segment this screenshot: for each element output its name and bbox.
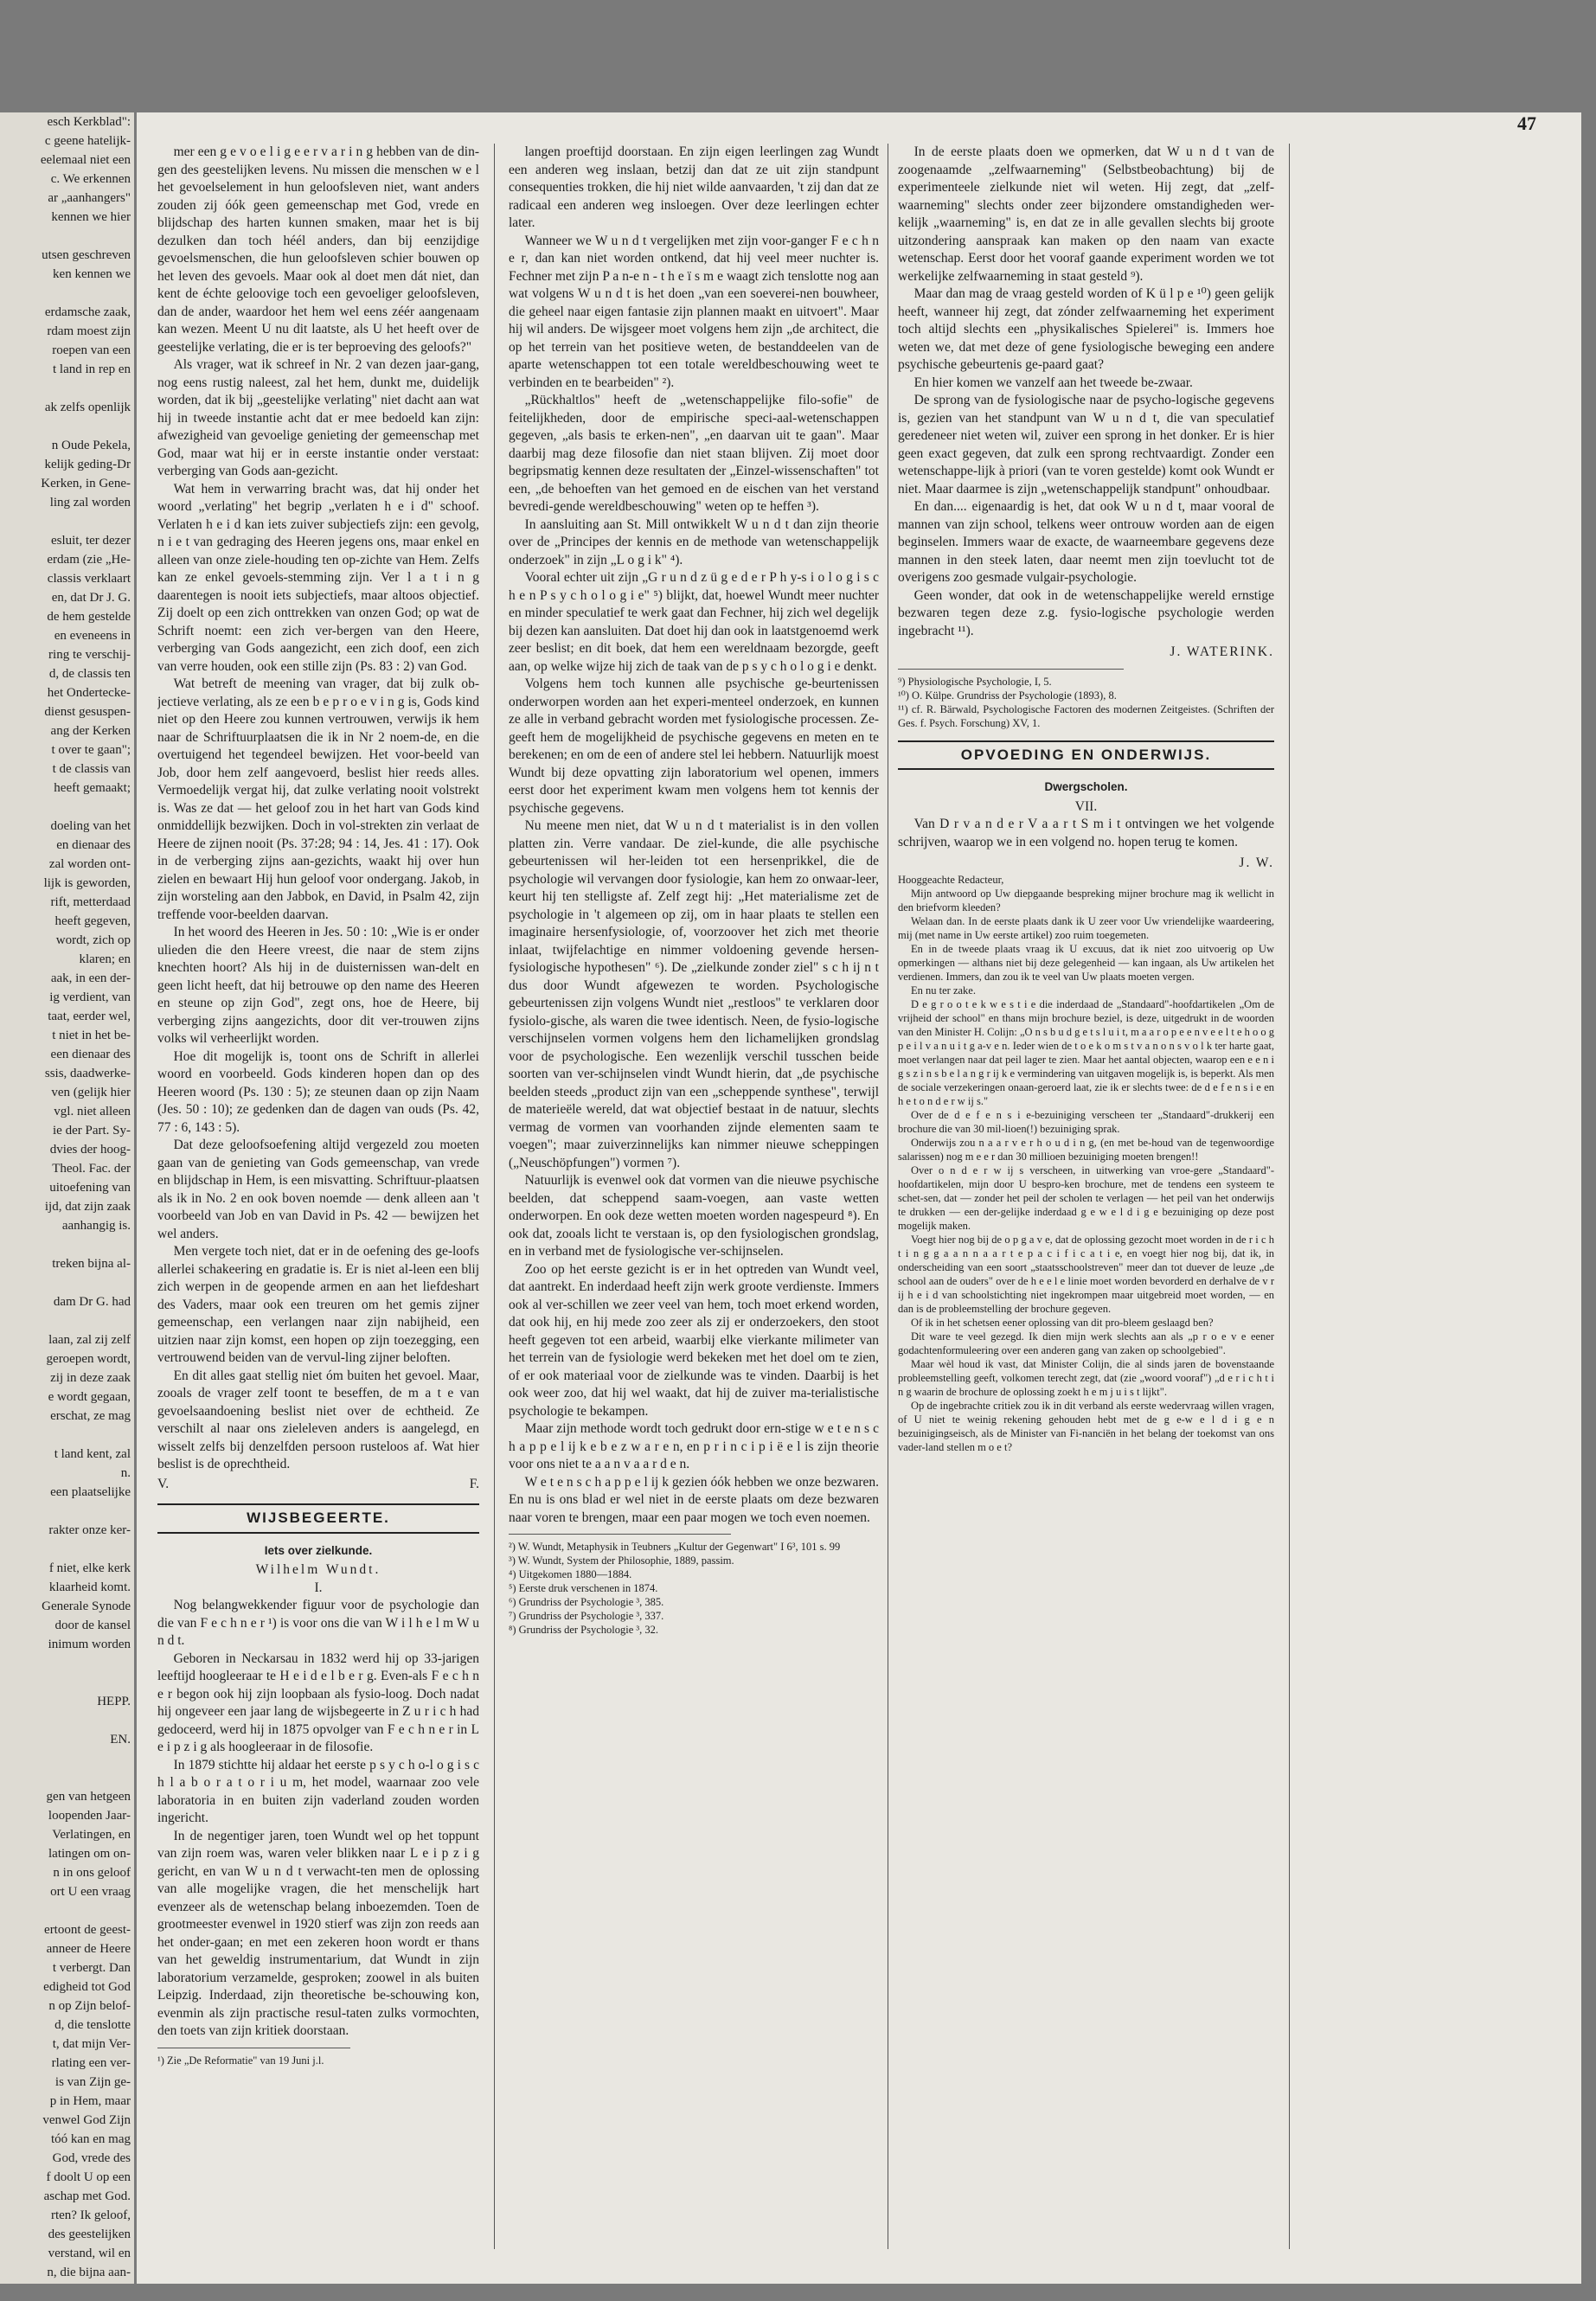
- previous-page-line: de hem gestelde: [47, 610, 131, 624]
- previous-page-line: kelijk geding-Dr: [44, 458, 131, 471]
- previous-page-line: Verlatingen, en: [52, 1828, 131, 1842]
- footnote: ⁶) Grundriss der Psychologie ³, 385.: [509, 1596, 664, 1608]
- previous-page-line: en, dat Dr J. G.: [51, 591, 131, 605]
- paragraph: Zoo op het eerste gezicht is er in het optreden van Wundt veel, dat aantrekt. En inderdaad heeft zijn werk groote verdienste. Immers ook al ver-schillen we zeer veel van hem, toch moet erkend worden, dat ook hij, en hij mede zoo zeer als zij er onderzoekers, den stoot heeft gegeven tot een arbeid, waarbij elke vierkante milimeter van het terrein van de fysiologie werd bekeken met het doel om te zien, of er ook materiaal voor de zielkunde was te vinden. Daarbij is het ook weer zoo, dat hij wel waakt, dat hij de zuiver ma-terialistische psychologie te bekampen.: [509, 1261, 879, 1419]
- footnote: ²) W. Wundt, Metaphysik in Teubners „Kultur der Gegenwart" I 6³, 101 s. 99: [509, 1541, 841, 1553]
- page-number: 47: [1517, 112, 1536, 134]
- previous-page-line: door de kansel: [54, 1618, 131, 1632]
- footnote: ⁷) Grundriss der Psychologie ³, 337.: [509, 1610, 664, 1622]
- article-author: Wilhelm Wundt.: [255, 1562, 381, 1577]
- letter-salutation: Hooggeachte Redacteur,: [898, 873, 1004, 886]
- previous-page-line: [0, 379, 134, 398]
- paragraph: Vooral echter uit zijn „G r u n d z ü g e d e r P h y-s i o l o g i s c h e n P s y c h o l o g i e" ⁵) blijkt, dat, hoewel Wundt meer nuchter en minder speculatief te werk gaat dan Fechner, hij zich wel degelijk bij dezen kan aansluiten. Dat doet hij dan ook in laatstgenoemd werk zeer beslist; en dit boek, dat hem een wereldnaam bezorgde, geeft aan, op welke wijze hij zich de taak van de p s y c h o l o g i e denkt.: [509, 570, 879, 674]
- previous-page-line: ig verdient, van: [49, 990, 131, 1004]
- column-rule: [1289, 144, 1290, 2249]
- previous-page-line: het Ondertecke-: [47, 686, 131, 700]
- previous-page-line: [0, 1749, 134, 1768]
- previous-page-line: esch Kerkblad":: [47, 115, 131, 129]
- previous-page-line: [0, 1426, 134, 1445]
- paragraph: Nog belangwekkender figuur voor de psychologie dan die van F e c h n e r ¹) is voor ons die van W i l h e l m W u n d t.: [157, 1598, 479, 1648]
- signature-row: [157, 1476, 479, 1494]
- article-part-number: VII.: [1074, 798, 1098, 814]
- paragraph: W e t e n s c h a p p e l ij k gezien óók hebben we onze bezwaren. En nu is ons blad er wel niet in de eerste plaats om deze bezwaren naar voren te brengen, maar een paar mogen we toch even noemen.: [509, 1474, 879, 1525]
- previous-page-line: t de classis van: [52, 762, 131, 776]
- editor-intro-signature: J. W.: [1239, 856, 1274, 870]
- previous-page-line: [0, 1654, 134, 1673]
- previous-page-line: n.: [120, 1466, 131, 1480]
- paragraph: Wat hem in verwarring bracht was, dat hij onder het woord „verlating" het begrip „verlaten h e i d" schoof. Verlaten h e i d kan iets zuiver subjectiefs zijn: een gevolg, n i e t van gedraging des Heeren jegens ons, maar enkel en alleen van onze ziele-houding ten op-zichte van Hem. Zelfs kan ze enkel gevoels-stemming zijn. Ver l a t i n g daarentegen is nooit iets subjectiefs, maar altoos objectief. Zij doelt op een zich onttrekken van onzen God; op wat de Schrift noemt: een zich ver-bergen van den Heere, verberging van Gods aangezicht, een zich doof, een zich van verre houden, ook een stille zijn (Ps. 83 : 2) van God.: [157, 481, 479, 674]
- previous-page-line: [0, 417, 134, 436]
- paragraph: En hier komen we vanzelf aan het tweede be-zwaar.: [913, 375, 1193, 390]
- previous-page-line: aak, in een der-: [50, 971, 131, 985]
- previous-page-line: t land in rep en: [53, 362, 131, 376]
- previous-page-line: t verbergt. Dan: [52, 1961, 131, 1975]
- previous-page-line: gen van hetgeen: [46, 1790, 131, 1804]
- previous-page-line: taat, eerder wel,: [48, 1009, 131, 1023]
- paragraph: Dit ware te veel gezegd. Ik dien mijn werk slechts aan als „p r o e v e eener godachtenformuleering over een anderen gang van zaken op schoolgebied".: [898, 1330, 1274, 1356]
- paragraph: En dit alles gaat stellig niet óm buiten het gevoel. Maar, zooals de vrager zelf toont te beseffen, de m a t e van gevoelsaandoening beslist niet over de echtheid. Ze verschilt al naar ons zieleleven anders is aangelegd, en wisselt zelfs bij denzelfden persoon rusteloos af. Wat hier beslist is de oprechtheid.: [157, 1368, 479, 1471]
- editor-intro: Van D r v a n d e r V a a r t S m i t ontvingen we het volgende schrijven, waarop we in een volgend no. hopen terug te komen.: [898, 817, 1274, 849]
- previous-page-line: t land kent, zal: [54, 1447, 131, 1461]
- footnote: ¹) Zie „De Reformatie" van 19 Juni j.l.: [157, 2054, 324, 2067]
- previous-page-line: aanhangig is.: [61, 1219, 131, 1233]
- previous-page-line: wordt, zich op: [55, 933, 131, 947]
- previous-page-line: ie der Part. Sy-: [53, 1124, 131, 1138]
- previous-page-line: [0, 1673, 134, 1692]
- previous-page-line: en dienaar des: [56, 838, 131, 852]
- previous-page-line: ijd, dat zijn zaak: [44, 1200, 131, 1214]
- footnote: ⁸) Grundriss der Psychologie ³, 32.: [509, 1624, 659, 1636]
- previous-page-line: c. We erkennen: [50, 172, 131, 186]
- previous-page-line: erschat, ze mag: [50, 1409, 131, 1423]
- previous-page-line: uitoefening van: [49, 1181, 131, 1195]
- paragraph: Men vergete toch niet, dat er in de oefening des ge-loofs allerlei schakeering en gradatie is. Er is niet al-leen een blij zich werpen in de geopende armen en aan het liefdeshart des Vaders, maar ook een treuren om het gemis zijner gemeenschap, een verlangen naar zijn nabijheid, een uitzien naar zijn komst, een hopen op zijn toezegging, een vertrouwend beiden van de vervul-ling zijner beloften.: [157, 1244, 479, 1365]
- previous-page-line: EN.: [110, 1733, 131, 1747]
- article-part-number: I.: [314, 1580, 323, 1595]
- paragraph: Of ik in het schetsen eener oplossing van dit pro-bleem geslaagd ben?: [911, 1316, 1214, 1329]
- previous-page-line: [0, 1273, 134, 1292]
- previous-page-line: edigheid tot God: [43, 1980, 131, 1994]
- paragraph: Wat betreft de meening van vrager, dat bij zulk ob-jectieve verlating, als ze een b e p r o e v i n g is, Gods kind niet op den Heere zou kunnen vertrouwen, verwijs ik hem naar de Schriftuurplaatsen die ik in Nr 2 noem-de, en die overtuigend het tegendeel bewijzen. Het voor-beeld van Job, door hem zelf aangevoerd, beslist hier reeds alles. Vermoedelijk vergat hij, dat zulke verlating nooit volstrekt is. Was ze dat — het geloof zou in het hart van Gods kind onmiddellijk bezwijken. Doch in vol-strekten zin verlaat de Heere de zijnen nooit (Ps. 37:28; 94 : 14, Jes. 41 : 17). Ook in de verberging zijns aan-gezichts, waakt hij over hun zielen en bewaart Hij hun geloof voor ondergang. Jakob, in zijn worsteling aan den Jabbok, en David, in Psalm 42, zijn treffende voor-beelden daarvan.: [157, 676, 479, 922]
- previous-page-line: p in Hem, maar: [49, 2094, 131, 2108]
- previous-page-line: [0, 1311, 134, 1330]
- footnote: ¹¹) cf. R. Bärwald, Psychologische Factoren des modernen Zeitgeistes. (Schriften der Ges. f. Psych. Forschung) XV, 1.: [898, 702, 1274, 729]
- previous-page-line: eelemaal niet een: [40, 153, 131, 167]
- previous-page-line: klaarheid komt.: [48, 1580, 131, 1594]
- paragraph: En nu ter zake.: [911, 984, 976, 997]
- paragraph: Hoe dit mogelijk is, toont ons de Schrift in allerlei woord en voorbeeld. Gods kinderen hopen dan op des Heeren woord (Ps. 130 : 5); ze steunen daan op zijn Naam (Jes. 50 : 10); ze gedenken dan de dagen van ouds (Ps. 42, 77 : 6, 143 : 5).: [157, 1048, 479, 1135]
- previous-page-line: rift, metterdaad: [50, 895, 131, 909]
- section-heading-wijsbegeerte: WIJSBEGEERTE.: [157, 1503, 479, 1534]
- previous-page-line: rdam moest zijn: [47, 324, 131, 338]
- previous-page-line: [0, 1768, 134, 1787]
- previous-page-line: [0, 512, 134, 531]
- paragraph: En in de tweede plaats vraag ik U excuus, dat ik niet zoo uitvoerig op Uw opmerkingen — althans niet bij deze gelegenheid — kan ingaan, als Uw artikelen het verdienen. Immers, dan zou ik te veel van Uw plaats moeten vergen.: [898, 942, 1274, 983]
- previous-page-line: [0, 1711, 134, 1730]
- paragraph: Onderwijs zou n a a r v e r h o u d i n g, (en met be-houd van de tegenwoordige salarissen) nog m e e r dan 30 millioen bezuiniging moeten brengen!!: [898, 1136, 1274, 1163]
- previous-page-line: [0, 284, 134, 303]
- previous-page-line: f doolt U op een: [46, 2170, 131, 2184]
- newspaper-page: [137, 112, 1581, 2284]
- previous-page-line: rakter onze ker-: [48, 1523, 131, 1537]
- paragraph: Welaan dan. In de eerste plaats dank ik U zeer voor Uw vriendelijke waardeering, mij (met name in Uw eerste artikel) zoo ruim toegemeten.: [898, 914, 1274, 941]
- footnote-rule: [898, 669, 1124, 670]
- previous-page-line: geroepen wordt,: [46, 1352, 131, 1366]
- previous-page-line: heeft gemaakt;: [54, 781, 131, 795]
- previous-page-line: c geene hatelijk-: [44, 134, 131, 148]
- previous-page-line: [0, 798, 134, 817]
- previous-page-line: esluit, ter dezer: [50, 534, 131, 548]
- paragraph: De sprong van de fysiologische naar de psycho-logische gegevens is, gezien van het standpunt van W u n d t, die van speculatief geredeneer niet weten wil, zuiver een sprong in het donker. Er is hier geen exact gegeven, dat zulk een sprong rechtvaardigt. Zonder een wetenschappe-lijk à priori (van te voren gestelde) komt ook Wundt er niet. Maar daarmee is zijn „wetenschappelijk standpunt" onhoudbaar.: [898, 393, 1274, 497]
- previous-page-line: t, dat mijn Ver-: [52, 2037, 131, 2051]
- previous-page-line: erdam (zie „He-: [47, 553, 131, 567]
- paragraph: Over de d e f e n s i e-bezuiniging verscheen ter „Standaard"-drukkerij een brochure die van 30 mil-lioen(!) bezuiniging sprak.: [898, 1108, 1274, 1135]
- paragraph: Geen wonder, dat ook in de wetenschappelijke wereld ernstige bezwaren tegen deze z.g. fysio-logische psychologie werden ingebracht ¹¹).: [898, 587, 1274, 638]
- previous-page-line: HEPP.: [97, 1695, 131, 1708]
- column-2: [509, 144, 879, 2249]
- previous-page-line: ven (gelijk hier: [51, 1086, 131, 1099]
- previous-page-line: heeft gegeven,: [54, 914, 131, 928]
- previous-page-line: zij in deze zaak: [50, 1371, 131, 1385]
- paragraph: D e g r o o t e k w e s t i e die inderdaad de „Standaard"-hoofdartikelen „Om de vrijheid der school" en thans mijn brochure beziel, is deze, uitgedrukt in de woorden van den Minister H. Colijn: „O n s b u d g e t s l u i t, m a a r o p e e n v e e l t e h o o g p e i l v a n u i t g a-v e n. Ieder wien de t o e k o m s t v a n o n s v o l k ter harte gaat, moet verlangen naar dat peil lager te zien. Maar het aantal objecten, waarop een e e n i g s z i n s b e l a n g r ij k e vermindering van uitgaven mogelijk is, is beperkt. Als men de sociale verzekeringen onaan-geroerd laat, zie ik er slechts twee: de d e f e n s i e en h e t o n d e r w ij s.": [898, 997, 1274, 1107]
- paragraph: In het woord des Heeren in Jes. 50 : 10: „Wie is er onder ulieden die den Heere vreest, die naar de stem zijns knechten hoort? Als hij in de duisternissen wan-delt en geen licht heeft, dat hij betrouwe op den name des Heeren en steune op zijn God", zegt ons, hoe de Heere, bij verberging zijns aangezichts, door dit ver-trouwen zijns volks wil verheerlijkt worden.: [157, 925, 479, 1046]
- previous-page-line: rlating een ver-: [51, 2056, 131, 2070]
- paragraph: mer een g e v o e l i g e e r v a r i n g hebben van de din-gen des geestelijken levens. Nu missen die menschen w e l het gevoelselement in hun geloofsleven niet, want anders zouden zij óók geen gemeenschap met God, vrede en blijdschap des harten kunnen smaken, maar het is bij dezulken dan toch héél anders, dan bij eenzijdige gevoelsmenschen, die hun geloofsleven schier bouwen op het leven des gevoels. Maar ook al doet men dát niet, dan kent de échte geloovige toch een gevoeliger geloofsleven, dan de ander, waardoor het hem wel eens zéér aangenaam kan wezen. Meent U nu dit laatste, als U het heeft over de geestelijke verlating, die er is ter beproeving des geloofs?": [157, 144, 479, 355]
- paragraph: In 1879 stichtte hij aldaar het eerste p s y c h o-l o g i s c h l a b o r a t o r i u m, het model, waarnaar zoo vele laboratoria in en buiten zijn vaderland zouden worden ingericht.: [157, 1757, 479, 1825]
- paragraph: En dan.... eigenaardig is het, dat ook W u n d t, maar vooral de mannen van zijn school, telkens weer ontrouw worden aan de eigen beginselen. Immers waar de exacte, de waarneembare gegevens deze mannen in den steek laten, daar neemt men zijn toevlucht tot de overigens zoo gesmade vulgair-psychologie.: [898, 499, 1274, 585]
- previous-page-line: anneer de Heere: [46, 1942, 131, 1956]
- previous-page-line: kennen we hier: [51, 210, 131, 224]
- previous-page-line: Generale Synode: [42, 1599, 131, 1613]
- paragraph: Als vrager, wat ik schreef in Nr. 2 van dezen jaar-gang, nog eens rustig naleest, zal het hem, dunkt me, duidelijk worden, dat ik bij „geestelijke verlating" niet dacht aan wat hij in tweede instantie acht dat er mee bedoeld kan zijn: afwezigheid van gevoelige genieting der gemeenschap met God, maar wat hij er in eerste instantie onder verstaat: verberging van Gods aan-gezicht.: [157, 357, 479, 478]
- paragraph: In aansluiting aan St. Mill ontwikkelt W u n d t dan zijn theorie over de „Principes der kennis en de methode van wetenschappelijk onderzoek" in zijn „L o g i k" ⁴).: [509, 516, 879, 567]
- previous-page-line: [0, 1540, 134, 1559]
- previous-page-line: dam Dr G. had: [53, 1295, 131, 1309]
- footnote: ³) W. Wundt, System der Philosophie, 1889, passim.: [509, 1554, 734, 1567]
- previous-page-line: is van Zijn ge-: [54, 2075, 131, 2089]
- paragraph: Over o n d e r w ij s verscheen, in uitwerking van vroe-gere „Standaard"-hoofdartikelen, mijn door U bespro-ken brochure, met de tendens een systeem te schet-sen, dat — zonder het peil der scholen te verlagen — het peil van het onderwijs te drukken — een der-gelijke inderdaad g e w e l d i g e bezuiniging op deze post mogelijk maken.: [898, 1163, 1274, 1232]
- footnote: ⁵) Eerste druk verschenen in 1874.: [509, 1582, 658, 1594]
- previous-page-line: utsen geschreven: [42, 248, 131, 262]
- previous-page-line: ssis, daadwerke-: [44, 1067, 131, 1080]
- previous-page-line: treken bijna al-: [52, 1257, 131, 1271]
- paragraph: Volgens hem toch kunnen alle psychische ge-beurtenissen onderworpen worden aan het experi-menteel onderzoek, en kunnen ze alle in verband gebracht worden met fysiologische processen. Ze-geeft hem de mogelijkheid de psychische gegevens en meten en te berekenen; en om de een of andere stel lei hebbern. Natuurlijk moest Wundt bij deze opvatting zijn laboratorium wel openen, immers eerst door het experiment kwam men volgens hem tot kennis der psychische gegevens.: [509, 676, 879, 816]
- previous-page-line: des geestelijken: [48, 2227, 131, 2241]
- footnote: ¹⁰) O. Külpe. Grundriss der Psychologie (1893), 8.: [898, 689, 1117, 702]
- previous-page-line: d, die tenslotte: [54, 2018, 131, 2032]
- previous-page-line: aschap met God.: [43, 2189, 131, 2203]
- previous-page-line: lijk is geworden,: [43, 876, 131, 890]
- previous-page-line: loopenden Jaar-: [48, 1809, 131, 1823]
- paragraph: Dat deze geloofsoefening altijd vergezeld zou moeten gaan van de genieting van Gods gemeenschap, van vrede en blijdschap in Hem, is een misvatting. Schriftuur-plaatsen als ik in No. 2 en ook boven noemde — denk alleen aan 't voorbeeld van Job en van David in Ps. 42 — bewijzen het wel anders.: [157, 1138, 479, 1241]
- paragraph: Nu meene men niet, dat W u n d t materialist is in den vollen platten zin. Verre vandaar. De ziel-kunde, die alle psychische gebeurtenissen wil her-leiden tot een hersenprikkel, die de psychologie wil vervangen door fysiologie, kan hem zo onwaar-leer, keurt hij ten stelligste af. Zelf zegt hij: „Het materialisme zet de psychologie in 't algemeen op zij, om in haar plaats te stellen een imaginaire hersenfysiologie, of, voorzoover het zich met theorie inlaat, twijfelachtige en nimmer voldoening gevende hersen-fysiologische hypothesen" ⁶). De „zielkunde zonder ziel" s c h ij n t dus door Wundt afgewezen te worden. Psychologische gebeurtenissen zijn volgens Wundt niet „restloos" te verklaren door fysiolo-gische, als waren die twee identisch. Neen, de fysio-logische verschijnselen vormen volgens hem den lichamelijken grondslag voor de psychologische. Een wezenlijk verschil tusschen beide soorten van ver-schijnselen vindt Wundt hierin, dat „de psychische beelden steeds „product zijn van een „scheppende synthese", terwijl de materieële wereld, dat wat objectief bestaat in de natuur, slechts vermag de vormen van voorhanden zijnde elementen saam te voegen"; maar zuiverzinnelijks kan nimmer nieuwe scheppingen („Neuschöpfungen") vormen ⁷).: [509, 818, 879, 1170]
- previous-page-line: ak zelfs openlijk: [44, 401, 131, 414]
- paragraph: Geboren in Neckarsau in 1832 werd hij op 33-jarigen leeftijd hoogleeraar te H e i d e l b e r g. Even-als F e c h n e r begon ook hij zijn loopbaan als fysio-loog. Doch nadat hij ongeveer een jaar lang de wijsbegeerte in Z u r i c h had gedoceerd, werd hij in 1875 opvolger van F e c h n e r in L e i p z i g als hoogleeraar in de filosofie.: [157, 1650, 479, 1754]
- paragraph: langen proeftijd doorstaan. En zijn eigen leerlingen zag Wundt een anderen weg inslaan, betzij dan dat ze uit zijn standpunt consequenties trokken, die hij niet wilde aanvaarden, 't zij dan dat ze radicaal een anderen weg insloegen. Over deze leerlingen echter later.: [509, 144, 879, 230]
- paragraph: Mijn antwoord op Uw diepgaande bespreking mijner brochure mag ik wellicht in den briefvorm kleeden?: [898, 887, 1274, 913]
- previous-page-line: d, de classis ten: [48, 667, 131, 681]
- previous-page-line: rten? Ik geloof,: [50, 2208, 131, 2222]
- previous-page-line: God, vrede des: [52, 2151, 131, 2165]
- paragraph: Op de ingebrachte critiek zou ik in dit verband als eerste wedervraag willen vragen, of U niet te weinig rekening gehouden hebt met de g e-w e l d i g e n bezuinigingseisch, als de Minister van Fi-nanciën in het belang der toekomst van ons vader-land stellen m o e t?: [898, 1399, 1274, 1453]
- previous-page-line: [0, 227, 134, 246]
- paragraph: Maar zijn methode wordt toch gedrukt door ern-stige w e t e n s c h a p p e l ij k e b e z w a r e n, en p r i n c i p i ë e l is zijn theorie voor ons niet te a a n v a a r d e n.: [509, 1421, 879, 1471]
- previous-page-line: ang der Kerken: [50, 724, 131, 738]
- column-rule: [494, 144, 495, 2249]
- previous-page-line: laan, zal zij zelf: [48, 1333, 131, 1347]
- previous-page-line: [0, 1235, 134, 1254]
- previous-page-line: venwel God Zijn: [42, 2113, 131, 2127]
- column-1: [157, 144, 479, 2249]
- previous-page-line: ertoont de geest-: [44, 1923, 131, 1937]
- previous-page-line: doeling van het: [50, 819, 131, 833]
- paragraph: Maar dan mag de vraag gesteld worden of K ü l p e ¹⁰) geen gelijk heeft, wanneer hij zegt, dat zónder zelfwaarneming het experiment toch altijd slechts een „physikalisches Spielerei" is. Immers hoe weten we, dat met deze of gene fysiologische beweging een andere psychische gebeurtenis ge-paard gaat?: [898, 286, 1274, 372]
- previous-page-line: t over te gaan";: [51, 743, 131, 757]
- previous-page-line: n in ons geloof: [53, 1866, 131, 1880]
- previous-page-line: n op Zijn belof-: [48, 1999, 131, 2013]
- previous-page-line: een dienaar des: [50, 1048, 131, 1061]
- previous-page-line: klaren; en: [79, 952, 131, 966]
- previous-page-line: ort U een vraag: [50, 1885, 131, 1899]
- previous-page-line: tóó kan en mag: [50, 2132, 131, 2146]
- previous-page-fragment: [0, 112, 134, 2284]
- section-heading-opvoeding: OPVOEDING EN ONDERWIJS.: [898, 740, 1274, 771]
- signature-right: F.: [469, 1476, 479, 1491]
- footnote: ⁴) Uitgekomen 1880—1884.: [509, 1568, 632, 1580]
- paragraph: Natuurlijk is evenwel ook dat vormen van die nieuwe psychische beelden, dat scheppend saam-voegen, aan vaste wetten onderworpen. En ook deze wetten moeten worden nagespeurd ⁸). En ook dat, zooals licht te verstaan is, op den fysiologischen grondslag, en in verband met de fysiologische ver-schijnselen.: [509, 1173, 879, 1259]
- previous-page-line: inimum worden: [48, 1638, 131, 1651]
- previous-page-line: verstand, wil en: [48, 2247, 131, 2260]
- previous-page-line: roepen van een: [52, 343, 131, 357]
- previous-page-line: [0, 1901, 134, 1920]
- previous-page-line: zal worden ont-: [48, 857, 131, 871]
- previous-page-line: en eveneens in: [54, 629, 131, 643]
- previous-page-line: [0, 1502, 134, 1521]
- previous-page-line: n Oude Pekela,: [51, 439, 131, 452]
- column-3: [898, 144, 1274, 2249]
- previous-page-line: f niet, elke kerk: [48, 1561, 131, 1575]
- previous-page-line: n, die bijna aan-: [47, 2266, 131, 2279]
- previous-page-line: een plaatselijke: [50, 1485, 131, 1499]
- previous-page-line: t niet in het be-: [52, 1029, 131, 1042]
- previous-page-line: dvies der hoog-: [49, 1143, 131, 1157]
- article-subheading: Dwergscholen.: [1044, 780, 1128, 793]
- paragraph: „Rückhaltlos" heeft de „wetenschappelijke filo-sofie" de feitelijkheden, door de empirische speci-aal-wetenschappen gegeven, „als basis te erken-nen", „en daarvan uit te gaan". Maar daarbij mag deze filosofie dan niet staan blijven. Zij moet door begripsmatig kennen deze resultaten der „Einzel-wissenschaften" tot een, „de behoeften van het gemoed en de eischen van het verstand bevredi-gende wereldbeschouwing" weten op te heffen ³).: [509, 393, 879, 514]
- previous-page-line: dienst gesuspen-: [44, 705, 131, 719]
- previous-page-line: e wordt gegaan,: [48, 1390, 131, 1404]
- previous-page-line: ken kennen we: [53, 267, 131, 281]
- article-signature: J. WATERINK.: [1170, 644, 1274, 659]
- previous-page-line: classis verklaart: [47, 572, 131, 586]
- previous-page-line: ring te verschij-: [48, 648, 131, 662]
- paragraph: In de negentiger jaren, toen Wundt wel op het toppunt van zijn roem was, waren veler blikken naar L e i p z i g gericht, en van W u n d t verwacht-ten men de oplossing van alle mogelijke vragen, die het menschelijk hart evenzeer als de wetenschap belang inboezemden. Toen de grootmeester evenwel in 1920 stierf was zijn zon reeds aan het onder-gaan; en met een zekeren hoon wordt er thans van het geweldig instrumentarium, dat Wundt in zijn laboratorium verzamelde, gesproken; zoowel in als buiten Leipzig. Inderdaad, zijn theoretische be-schouwing kon, evenmin als zijn practische resul-taten zulks vormochten, den toets van zijn kritiek doorstaan.: [157, 1828, 479, 2038]
- paragraph: Maar wèl houd ik vast, dat Minister Colijn, die al sinds jaren de bovenstaande probleemstelling geeft, volkomen terecht zegt, dat (zie „woord vooraf") „d e r i c h t i n g waarin de brochure de oplossing zoekt h e m j u i s t lijkt".: [898, 1357, 1274, 1398]
- previous-page-line: ar „aanhangers": [48, 191, 131, 205]
- paragraph: In de eerste plaats doen we opmerken, dat W u n d t van de zoogenaamde „zelfwaarneming" (Selbstbeobachtung) bij de experimenteele zielkunde niet wil weten. Hij zegt, dat „zelf-waarneming" slechts onder zeer bijzondere omstandigheden wer-kelijk „waarneming" is, en dat ze in alle gevallen slechts bij groote uitzondering aanspraak kan maken op den naam van exacte wetenschap. Eerst door het vooraf gaande experiment worden we tot werkelijke zelfwaarneming in staat gesteld ⁹).: [898, 144, 1274, 284]
- article-subheading: Iets over zielkunde.: [264, 1543, 373, 1557]
- previous-page-line: Theol. Fac. der: [52, 1162, 131, 1176]
- paragraph: Wanneer we W u n d t vergelijken met zijn voor-ganger F e c h n e r, dan kan niet worden ontkend, dat hij veel meer nuchter is. Fechner met zijn P a n-e n - t h e ï s m e waagt zich tenslotte nog aan wat volgens W u n d t is het doen „van een soeverei-nen bouwheer, die geheel naar eigen fantasie zijn plannen maakt en uitvoert". Maar hij wil anders. De wijsgeer moet volgens hem zijn „de architect, die op het terrein van het positieve weten, de bestanddeelen van de aparte wetenschappen tot een totale wereldbeschouwing weet te verbinden en te bearbeiden" ²).: [509, 233, 879, 390]
- signature-left: V.: [157, 1476, 170, 1491]
- previous-page-line: latingen om on-: [48, 1847, 131, 1861]
- previous-page-line: erdamsche zaak,: [44, 305, 131, 319]
- previous-page-line: vgl. niet alleen: [54, 1105, 131, 1118]
- footnote: ⁹) Physiologische Psychologie, I, 5.: [898, 675, 1052, 688]
- previous-page-line: Kerken, in Gene-: [41, 477, 131, 490]
- footnote-rule: [509, 1534, 731, 1535]
- paragraph: Voegt hier nog bij de o p g a v e, dat de oplossing gezocht moet worden in de r i c h t i n g g a a n n a a r t e p a c i f i c a t i e, en voegt hier nog bij, dat ik, in onderscheiding van een soort „staatsschoolstreven" meer dan tot duever de leuze „de school aan de ouders" over de h e e l e linie moet worden bevorderd en derhalve de v r ij h e i d van schoolstichting niet ingekrompen maar uitgebreid moet worden, — en dan is de probleemstelling der brochure gegeven.: [898, 1233, 1274, 1315]
- previous-page-line: ling zal worden: [49, 496, 131, 510]
